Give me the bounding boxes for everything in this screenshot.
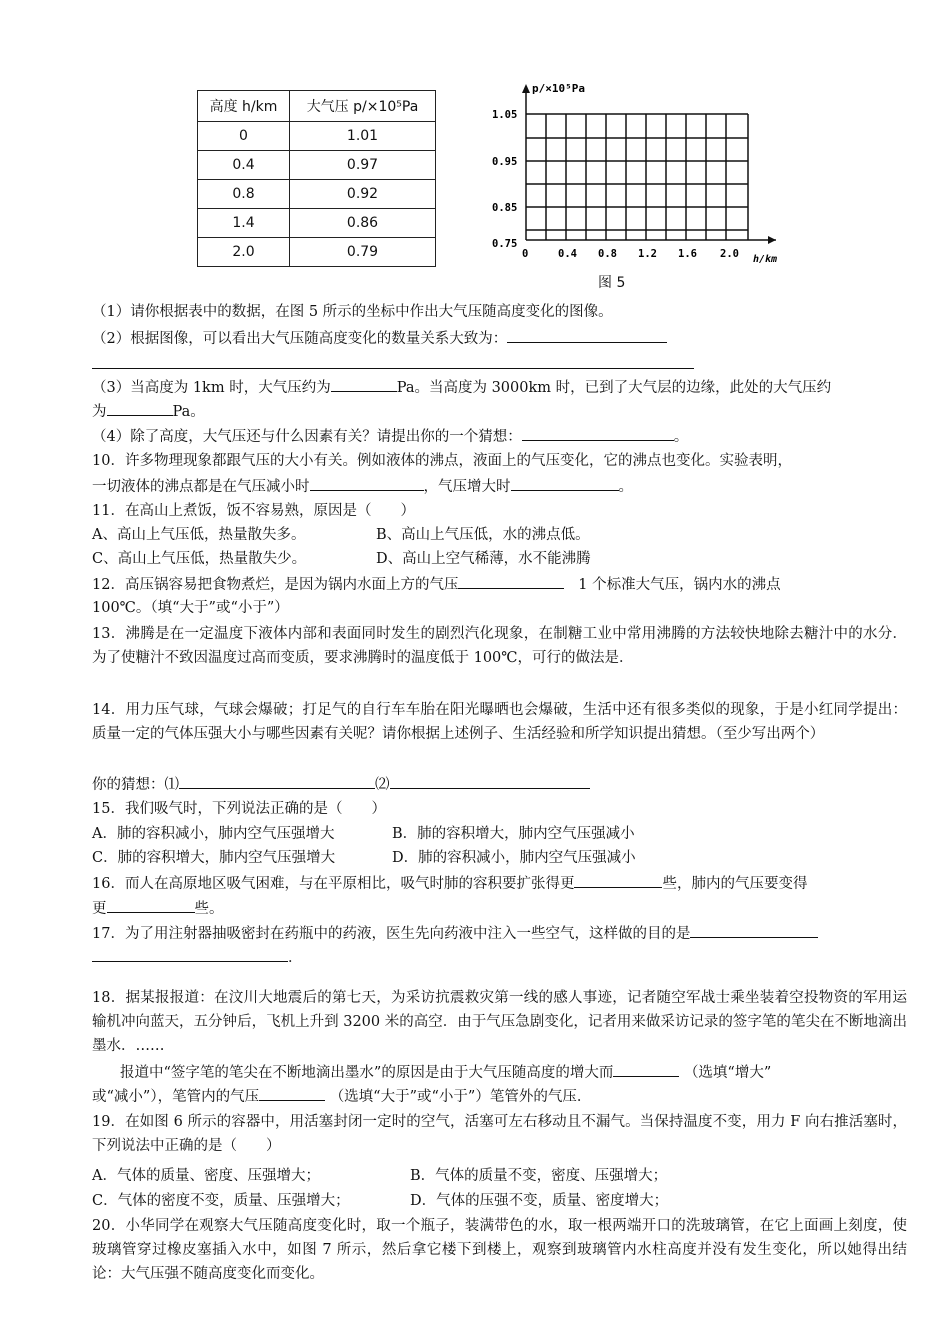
y-tick-label: 1.05 [492,109,518,121]
question-text: 12．高压锅容易把食物煮烂，是因为锅内水面上方的气压 [92,577,459,593]
question-9-part-4 [92,426,912,447]
answer-blank[interactable] [331,377,397,392]
y-tick-label: 0.95 [492,156,518,168]
question-text: 些，肺内的气压要变得 [662,876,808,892]
question-14-guess [92,774,912,795]
question-12-cont: 100℃。（填“大于”或“小于”） [92,600,289,616]
y-tick-label: 0.75 [492,238,518,250]
table-header-pressure: 大气压 p/×10⁵Pa [290,91,436,122]
answer-blank[interactable] [458,574,564,589]
table-cell: 1.4 [198,209,290,238]
answer-blank[interactable] [613,1062,679,1077]
question-text: ． [288,950,303,966]
question-9-part-2 [92,328,912,349]
y-tick-label: 0.85 [492,202,518,214]
question-18-report [120,1062,940,1083]
table-row [198,238,436,267]
x-tick-label: 2.0 [720,248,739,260]
question-10: 10．许多物理现象都跟气压的大小有关。例如液体的沸点，液面上的气压变化，它的沸点也变化。实验表明， [92,453,792,469]
option-b: B．肺的容积增大，肺内空气压强减小 [392,826,635,842]
question-11-options-row-1 [92,525,912,545]
answer-blank[interactable] [179,774,375,789]
question-9-part-1: （1）请你根据表中的数据，在图 5 所示的坐标中作出大气压随高度变化的图像。 [92,304,613,320]
question-text: ，气压增大时 [423,479,511,495]
option-d: D．肺的容积减小，肺内空气压强减小 [392,850,636,866]
question-14: 14．用力压气球，气球会爆破；打足气的自行车车胎在阳光曝晒也会爆破，生活中还有很多类似的现象，于是小红同学提出：质量一定的气体压强大小与哪些因素有关呢？请你根据上述例子、生活经验和所学知识提出猜想。（至少写出两个） [92,702,907,742]
grid-lines [526,114,748,240]
y-axis-arrow-icon [522,84,530,93]
question-text: （2）根据图像，可以看出大气压随高度变化的数量关系大致为： [92,331,508,347]
question-text: 或“减小”），笔管内的气压 [92,1089,260,1105]
question-15: 15．我们吸气时，下列说法正确的是（ ） [92,801,386,817]
table-cell: 0.92 [290,180,436,209]
x-tick-label: 0 [522,248,529,260]
question-text: ⑵ [375,777,390,793]
table-row [198,122,436,151]
question-10-cont [92,476,912,497]
answer-blank[interactable] [310,476,424,491]
question-text: 17．为了用注射器抽吸密封在药瓶中的药液，医生先向药液中注入一些空气，这样做的目的是 [92,926,691,942]
question-19: 19．在如图 6 所示的容器中，用活塞封闭一定时的空气，活塞可左右移动且不漏气。当保持温度不变，用力 F 向右推活塞时，下列说法中正确的是（ ） [92,1114,907,1154]
table-cell: 1.01 [290,122,436,151]
question-text: 。 [673,429,689,445]
table-row [198,151,436,180]
question-text: （选填“大于”或“小于”）笔管外的气压． [329,1089,592,1105]
question-19-options-row-2 [92,1191,912,1211]
question-text: （3）当高度为 1km 时，大气压约为 [92,380,331,396]
question-20: 20．小华同学在观察大气压随高度变化时，取一个瓶子，装满带色的水，取一根两端开口的洗玻璃管，在它上面画上刻度，使玻璃管穿过橡皮塞插入水中，如图 7 所示，然后拿它楼下到楼上，观察到玻璃管内水柱高度并没有发生变化，所以她得出结论：大气压强不随高度变化而变化。 [92,1218,907,1282]
table-row [198,180,436,209]
option-a: A、高山上气压低，热量散失多。 [92,527,306,543]
question-19-options-row-1 [92,1166,912,1186]
table-header-row [198,91,436,122]
y-axis-label: p/×10⁵Pa [532,82,585,95]
question-text: Pa。当高度为 3000km 时，已到了大气层的边缘，此处的大气压约 [396,380,832,396]
question-text: 。 [618,479,633,495]
question-15-options-row-2 [92,848,912,868]
table-row [198,209,436,238]
question-16-cont [92,898,912,919]
table-header-height: 高度 h/km [198,91,290,122]
answer-blank[interactable] [522,426,674,441]
option-a: A．肺的容积减小，肺内空气压强增大 [92,826,335,842]
table-cell: 0 [198,122,290,151]
question-text: 更 [92,901,107,917]
question-text: （4）除了高度，大气压还与什么因素有关？请提出你的一个猜想： [92,429,522,445]
answer-blank[interactable] [107,401,173,416]
x-tick-label: 1.6 [678,248,697,260]
option-b: B．气体的质量不变，密度、压强增大； [410,1168,668,1184]
table-cell: 0.79 [290,238,436,267]
question-13: 13．沸腾是在一定温度下液体内部和表面同时发生的剧烈汽化现象，在制糖工业中常用沸腾的方法较快地除去糖汁中的水分．为了使糖汁不致因温度过高而变质，要求沸腾时的温度低于 100℃，可行的做法是． [92,626,907,666]
question-9-part-3 [92,377,912,398]
question-12 [92,574,912,595]
pressure-table-container [197,90,436,267]
question-16 [92,873,912,894]
question-9-part-3-cont [92,401,912,422]
question-text: 为 [92,404,107,420]
x-tick-label: 0.8 [598,248,617,260]
question-text: Pa。 [172,404,205,420]
answer-blank[interactable] [107,898,195,913]
option-b: B、高山上气压低，水的沸点低。 [376,527,590,543]
answer-blank[interactable] [507,328,667,343]
option-c: C．气体的密度不变，质量、压强增大； [92,1193,350,1209]
option-a: A．气体的质量、密度、压强增大； [92,1168,320,1184]
question-18-report-cont [92,1086,912,1107]
question-text: 你的猜想：⑴ [92,777,179,793]
table-cell: 0.8 [198,180,290,209]
answer-line[interactable] [92,368,694,369]
question-15-options-row-1 [92,824,912,844]
question-text: 16．而人在高原地区吸气困难，与在平原相比，吸气时肺的容积要扩张得更 [92,876,575,892]
table-cell: 0.4 [198,151,290,180]
question-text: 一切液体的沸点都是在气压减小时 [92,479,310,495]
x-axis-arrow-icon [768,236,776,244]
answer-blank[interactable] [259,1086,325,1101]
question-text: 报道中“签字笔的笔尖在不断地滴出墨水”的原因是由于大气压随高度的增大而 [120,1065,614,1081]
x-tick-label: 0.4 [558,248,577,260]
question-text: 1 个标准大气压，锅内水的沸点 [578,577,781,593]
question-17 [92,923,912,944]
answer-blank[interactable] [574,873,662,888]
question-11-options-row-2 [92,549,912,569]
question-text: （选填“增大” [683,1065,772,1081]
question-18: 18．据某报报道：在汶川大地震后的第七天，为采访抗震救灾第一线的感人事迹，记者随空军战士乘坐装着空投物资的军用运输机冲向蓝天，五分钟后，飞机上升到 3200 米的高空．由于气压急剧变化，记者用来做采访记录的签字笔的笔尖在不断地滴出墨水．…… [92,990,907,1054]
question-11: 11．在高山上煮饭，饭不容易熟，原因是（ ） [92,503,415,519]
pressure-table [197,90,436,267]
figure-5-grid [488,80,788,270]
option-c: C、高山上气压低，热量散失少。 [92,551,307,567]
question-text: 些。 [194,901,224,917]
figure-caption: 图 5 [598,275,626,291]
option-c: C．肺的容积增大，肺内空气压强增大 [92,850,336,866]
table-cell: 0.97 [290,151,436,180]
answer-blank[interactable] [690,923,818,938]
option-d: D．气体的压强不变，质量、密度增大； [410,1193,669,1209]
answer-blank[interactable] [390,774,590,789]
answer-blank[interactable] [511,476,619,491]
table-cell: 2.0 [198,238,290,267]
option-d: D、高山上空气稀薄，水不能沸腾 [376,551,591,567]
x-axis-label: h/km [753,254,778,265]
x-tick-label: 1.2 [638,248,657,260]
question-17-cont [92,947,912,968]
answer-blank[interactable] [92,947,288,962]
table-cell: 0.86 [290,209,436,238]
